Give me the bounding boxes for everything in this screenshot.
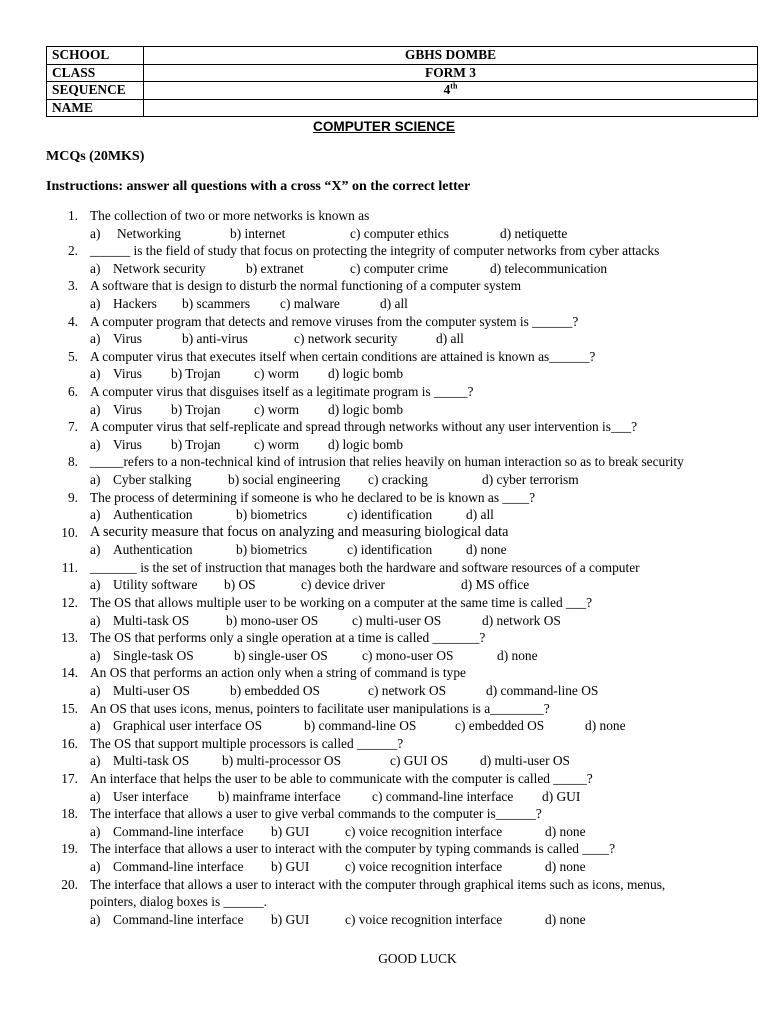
info-value-text: FORM 3 <box>425 64 476 80</box>
instructions: Instructions: answer all questions with a cross “X” on the correct letter <box>46 179 471 194</box>
question-number: 17. <box>61 771 78 786</box>
question-line <box>0 805 768 823</box>
option-a[interactable]: Multi-task OS <box>113 612 190 628</box>
question-12 <box>0 594 768 629</box>
question-line <box>0 629 768 647</box>
options-row <box>0 330 768 348</box>
option-d[interactable]: d) all <box>436 331 464 347</box>
option-letter[interactable]: a) <box>90 507 101 523</box>
question-text: A computer virus that self-replicate and spread through networks without any user intervention is___? <box>90 419 638 435</box>
question-number: 20. <box>61 876 78 892</box>
option-c[interactable]: c) voice recognition interface <box>345 911 503 927</box>
option-b[interactable]: b) scammers <box>182 295 251 311</box>
info-value[interactable] <box>144 99 758 117</box>
option-b[interactable]: b) Trojan <box>171 366 221 382</box>
question-6 <box>0 383 768 418</box>
question-8 <box>0 453 768 488</box>
info-row-class <box>47 64 758 82</box>
option-b[interactable]: b) internet <box>230 225 286 241</box>
option-b[interactable]: b) GUI <box>271 911 310 927</box>
option-letter[interactable]: a) <box>90 542 101 558</box>
question-20 <box>0 876 768 929</box>
question-text: The interface that allows a user to interact with the computer by typing commands is called ____? <box>90 841 616 857</box>
info-label: SEQUENCE <box>47 82 144 100</box>
question-line <box>0 559 768 577</box>
options-row <box>0 260 768 278</box>
option-a[interactable]: Virus <box>113 331 142 347</box>
option-a[interactable]: Utility software <box>113 577 198 593</box>
option-letter[interactable]: a) <box>90 612 101 628</box>
options-row <box>0 541 768 559</box>
question-text: A computer virus that executes itself when certain conditions are attained is known as______? <box>90 348 596 364</box>
question-16 <box>0 735 768 770</box>
question-text: A security measure that focus on analyzing and measuring biological data <box>90 523 509 540</box>
option-b[interactable]: b) GUI <box>271 858 310 874</box>
question-1 <box>0 207 768 242</box>
question-number: 2. <box>67 243 78 259</box>
option-c[interactable]: c) worm <box>254 401 299 417</box>
options-row <box>0 647 768 665</box>
option-c[interactable]: c) network OS <box>368 683 447 699</box>
question-14 <box>0 664 768 699</box>
option-letter[interactable]: a) <box>90 753 101 769</box>
question-number: 19. <box>61 841 78 857</box>
options-row <box>0 911 768 929</box>
question-line <box>0 524 768 542</box>
info-row-school <box>47 47 758 65</box>
question-2 <box>0 242 768 277</box>
option-letter[interactable]: a) <box>90 331 101 347</box>
option-c[interactable]: c) worm <box>254 436 299 452</box>
question-number: 15. <box>61 700 78 716</box>
question-text: A computer program that detects and remove viruses from the computer system is ______? <box>90 313 579 329</box>
options-row <box>0 612 768 630</box>
options-row <box>0 717 768 735</box>
option-c[interactable]: c) computer ethics <box>350 225 449 241</box>
option-a[interactable]: Graphical user interface OS <box>113 718 263 734</box>
option-d[interactable]: d) cyber terrorism <box>482 471 579 487</box>
option-b[interactable]: b) mono-user OS <box>226 612 319 628</box>
option-a[interactable]: Command-line interface <box>113 823 244 839</box>
question-7 <box>0 418 768 453</box>
option-d[interactable]: d) multi-user OS <box>480 753 571 769</box>
option-a[interactable]: Virus <box>113 366 142 382</box>
question-line <box>0 277 768 295</box>
option-a[interactable]: Network security <box>113 260 206 276</box>
question-number: 10. <box>61 524 78 540</box>
info-value <box>144 47 758 65</box>
option-letter[interactable]: a) <box>90 295 101 311</box>
question-5 <box>0 348 768 383</box>
question-17 <box>0 770 768 805</box>
question-line <box>0 348 768 366</box>
option-d[interactable]: d) network OS <box>482 612 561 628</box>
question-4 <box>0 313 768 348</box>
question-line <box>0 418 768 436</box>
question-line <box>0 893 768 911</box>
option-c[interactable]: c) device driver <box>301 577 386 593</box>
option-letter[interactable]: a) <box>90 858 101 874</box>
option-d[interactable]: d) GUI <box>542 788 581 804</box>
question-number: 18. <box>61 806 78 822</box>
school-info-table <box>46 46 758 117</box>
option-letter[interactable]: a) <box>90 788 101 804</box>
question-text: pointers, dialog boxes is ______. <box>90 894 268 910</box>
info-label: NAME <box>47 99 144 117</box>
info-label: CLASS <box>47 64 144 82</box>
option-a[interactable]: Hackers <box>113 295 157 311</box>
question-13 <box>0 629 768 664</box>
option-b[interactable]: b) extranet <box>246 260 304 276</box>
option-letter[interactable]: a) <box>90 401 101 417</box>
option-a[interactable]: Networking <box>117 225 181 241</box>
question-11 <box>0 559 768 594</box>
subject-title: COMPUTER SCIENCE <box>313 119 455 134</box>
question-text: An OS that performs an action only when a string of command is type <box>90 665 466 681</box>
option-d[interactable]: d) MS office <box>461 577 530 593</box>
option-c[interactable]: c) GUI OS <box>390 753 449 769</box>
option-c[interactable]: c) worm <box>254 366 299 382</box>
option-b[interactable]: b) anti-virus <box>182 331 248 347</box>
option-a[interactable]: Authentication <box>113 507 193 523</box>
options-row <box>0 506 768 524</box>
question-line <box>0 840 768 858</box>
options-row <box>0 823 768 841</box>
question-text: The process of determining if someone is who he declared to be is known as ____? <box>90 489 536 505</box>
question-19 <box>0 840 768 875</box>
question-number: 11. <box>61 559 78 575</box>
question-line <box>0 664 768 682</box>
option-b[interactable]: b) biometrics <box>236 542 308 558</box>
option-d[interactable]: d) telecommunication <box>490 260 608 276</box>
option-letter[interactable]: a) <box>90 647 101 663</box>
options-row <box>0 682 768 700</box>
option-letter[interactable]: a) <box>90 718 101 734</box>
option-letter[interactable]: a) <box>90 260 101 276</box>
option-c[interactable]: c) voice recognition interface <box>345 858 503 874</box>
option-d[interactable]: d) all <box>466 507 494 523</box>
option-c[interactable]: c) embedded OS <box>455 718 545 734</box>
question-text: ______ is the field of study that focus on protecting the integrity of computer networks from cyber attacks <box>90 243 660 259</box>
question-text: _____refers to a non-technical kind of intrusion that relies heavily on human interaction so as to break security <box>90 454 684 470</box>
question-number: 13. <box>61 630 78 646</box>
option-d[interactable]: d) logic bomb <box>328 436 404 452</box>
question-text: _______ is the set of instruction that manages both the hardware and software resources of a computer <box>90 559 640 575</box>
options-row <box>0 401 768 419</box>
option-d[interactable]: d) command-line OS <box>486 683 599 699</box>
question-text: An interface that helps the user to be able to communicate with the computer is called _____? <box>90 771 593 786</box>
option-b[interactable]: b) GUI <box>271 823 310 839</box>
question-text: A software that is design to disturb the normal functioning of a computer system <box>90 278 522 294</box>
option-b[interactable]: b) command-line OS <box>304 718 417 734</box>
question-10 <box>0 524 768 559</box>
option-a[interactable]: Virus <box>113 401 142 417</box>
option-d[interactable]: d) none <box>545 823 586 839</box>
question-number: 4. <box>67 313 78 329</box>
question-number: 16. <box>61 735 78 751</box>
option-c[interactable]: c) cracking <box>368 471 428 487</box>
option-a[interactable]: User interface <box>113 788 189 804</box>
question-15 <box>0 700 768 735</box>
option-c[interactable]: c) identification <box>347 542 433 558</box>
question-line <box>0 313 768 331</box>
option-d[interactable]: d) none <box>466 542 507 558</box>
question-text: The OS that performs only a single operation at a time is called _______? <box>90 630 486 646</box>
option-d[interactable]: d) none <box>585 718 626 734</box>
question-list <box>0 207 768 928</box>
option-c[interactable]: c) mono-user OS <box>362 647 454 663</box>
option-d[interactable]: d) none <box>545 911 586 927</box>
question-text: The collection of two or more networks is known as <box>90 208 370 223</box>
question-line <box>0 242 768 260</box>
question-text: The OS that support multiple processors is called ______? <box>90 735 404 751</box>
question-line <box>0 594 768 612</box>
option-letter[interactable]: a) <box>90 911 101 927</box>
info-value <box>144 82 758 100</box>
question-number: 7. <box>67 419 78 435</box>
options-row <box>0 365 768 383</box>
question-text: A computer virus that disguises itself as a legitimate program is _____? <box>90 383 474 399</box>
option-d[interactable]: d) none <box>545 858 586 874</box>
option-letter[interactable]: a) <box>90 683 101 699</box>
question-9 <box>0 489 768 524</box>
option-d[interactable]: d) logic bomb <box>328 366 404 382</box>
question-3 <box>0 277 768 312</box>
info-value-text: 4 <box>443 82 451 98</box>
options-row <box>0 576 768 594</box>
ordinal-suffix: th <box>450 81 458 91</box>
option-a[interactable]: Single-task OS <box>113 647 194 663</box>
info-row-name <box>47 99 758 117</box>
question-line <box>0 383 768 401</box>
option-d[interactable]: d) none <box>497 647 538 663</box>
option-letter[interactable]: a) <box>90 436 101 452</box>
option-c[interactable]: c) identification <box>347 507 433 523</box>
option-b[interactable]: b) Trojan <box>171 401 221 417</box>
option-c[interactable]: c) multi-user OS <box>352 612 442 628</box>
question-line <box>0 770 768 788</box>
option-c[interactable]: c) computer crime <box>350 260 449 276</box>
question-number: 14. <box>61 665 78 681</box>
option-a[interactable]: Cyber stalking <box>113 471 192 487</box>
option-d[interactable]: d) all <box>380 295 408 311</box>
options-row <box>0 436 768 454</box>
option-letter[interactable]: a) <box>90 823 101 839</box>
question-line <box>0 700 768 718</box>
option-b[interactable]: b) embedded OS <box>230 683 320 699</box>
option-a[interactable]: Command-line interface <box>113 858 244 874</box>
options-row <box>0 295 768 313</box>
option-b[interactable]: b) OS <box>224 577 256 593</box>
question-18 <box>0 805 768 840</box>
option-letter[interactable]: a) <box>90 471 101 487</box>
info-label: SCHOOL <box>47 47 144 65</box>
question-number: 8. <box>67 454 78 470</box>
options-row <box>0 752 768 770</box>
option-c[interactable]: c) voice recognition interface <box>345 823 503 839</box>
marks-heading: MCQs (20MKS) <box>46 149 145 164</box>
option-c[interactable]: c) network security <box>294 331 398 347</box>
option-letter[interactable]: a) <box>90 366 101 382</box>
option-a[interactable]: Multi-user OS <box>113 683 190 699</box>
question-line <box>0 876 768 894</box>
option-d[interactable]: d) netiquette <box>500 225 568 241</box>
options-row <box>0 471 768 489</box>
footer-good-luck: GOOD LUCK <box>378 951 457 966</box>
option-c[interactable]: c) command-line interface <box>372 788 514 804</box>
option-c[interactable]: c) malware <box>280 295 340 311</box>
question-number: 12. <box>61 595 78 611</box>
question-number: 9. <box>67 489 78 505</box>
option-a[interactable]: Command-line interface <box>113 911 244 927</box>
question-line <box>0 207 768 225</box>
question-text: The interface that allows a user to interact with the computer through graphical items such as icons, menus, <box>90 876 666 892</box>
option-letter[interactable]: a) <box>90 225 101 241</box>
options-row <box>0 225 768 243</box>
option-a[interactable]: Authentication <box>113 542 193 558</box>
option-b[interactable]: b) social engineering <box>228 471 341 487</box>
question-line <box>0 489 768 507</box>
info-value-text: GBHS DOMBE <box>404 47 497 63</box>
option-b[interactable]: b) mainframe interface <box>218 788 341 804</box>
question-number: 1. <box>67 208 78 223</box>
question-text: The interface that allows a user to give verbal commands to the computer is______? <box>90 806 542 822</box>
question-number: 3. <box>67 278 78 294</box>
info-value <box>144 64 758 82</box>
question-text: An OS that uses icons, menus, pointers to facilitate user manipulations is a________? <box>90 700 550 716</box>
info-row-sequence <box>47 82 758 100</box>
options-row <box>0 858 768 876</box>
option-a[interactable]: Multi-task OS <box>113 753 190 769</box>
option-b[interactable]: b) biometrics <box>236 507 308 523</box>
question-text: The OS that allows multiple user to be working on a computer at the same time is called ___? <box>90 595 593 611</box>
option-b[interactable]: b) single-user OS <box>234 647 328 663</box>
question-line <box>0 735 768 753</box>
option-a[interactable]: Virus <box>113 436 142 452</box>
question-number: 5. <box>67 348 78 364</box>
option-b[interactable]: b) multi-processor OS <box>222 753 342 769</box>
option-letter[interactable]: a) <box>90 577 101 593</box>
question-number: 6. <box>67 383 78 399</box>
option-d[interactable]: d) logic bomb <box>328 401 404 417</box>
question-line <box>0 453 768 471</box>
options-row <box>0 788 768 806</box>
option-b[interactable]: b) Trojan <box>171 436 221 452</box>
